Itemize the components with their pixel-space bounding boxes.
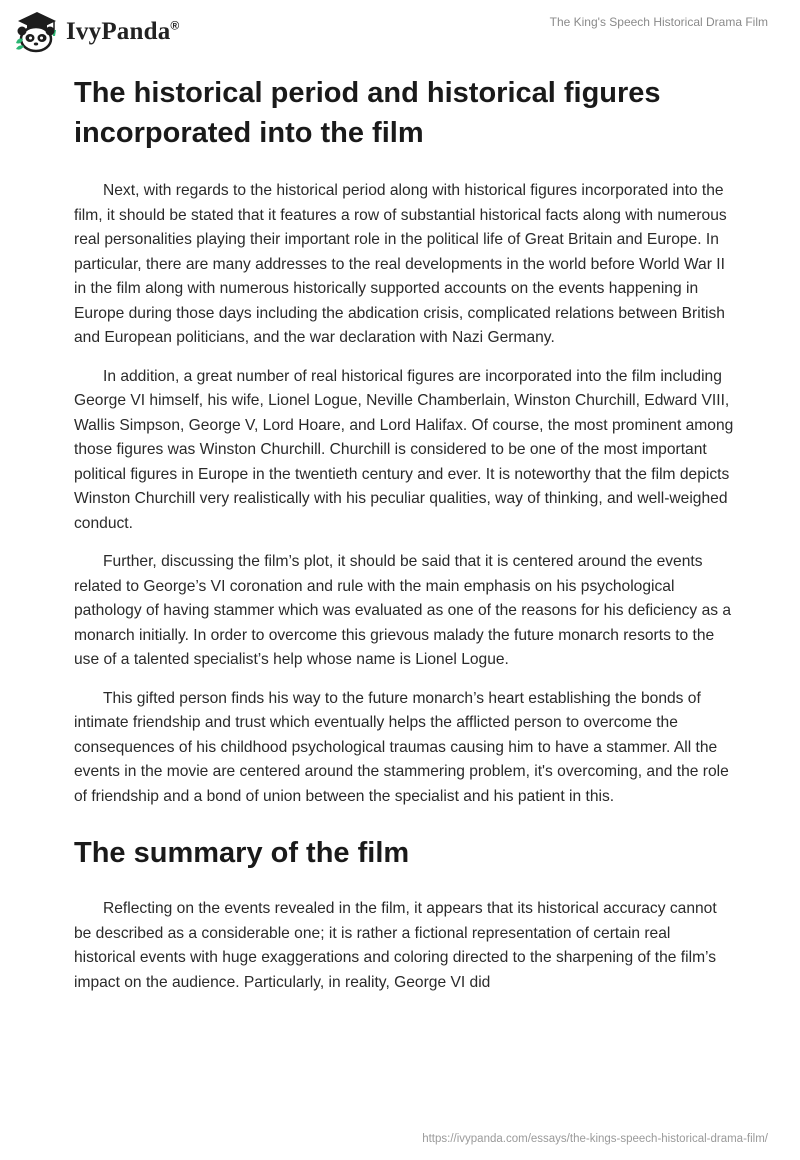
section-heading-historical-period: The historical period and historical figures incorporated into the film xyxy=(74,77,661,149)
paragraph: Reflecting on the events revealed in the film, it appears that its historical accuracy cannot be described as a considerable one; it is rather a fictional representation of certain real historical events with huge exaggerations and coloring directed to the sharpening of the film’s impact on the audience. Particularly, in reality, George VI did xyxy=(74,900,717,991)
paragraph: Next, with regards to the historical period along with historical figures incorporated into the film, it should be stated that it features a row of substantial historical facts along with numerous real personalities playing their important role in the political life of Great Britain and Europe. In particular, there are many addresses to the real developments in the world before World War II in the film along with numerous historically supported accounts on the events happening in Europe during those days including the abdication crisis, complicated relations between British and European politicians, and the war declaration with Nazi Germany. xyxy=(74,182,727,346)
document-title: The King's Speech Historical Drama Film xyxy=(549,15,768,29)
paragraph: Further, discussing the film’s plot, it should be said that it is centered around the events related to George’s VI coronation and rule with the main emphasis on his psychological pathology of having stammer which was evaluated as one of the reasons for his deficiency as a monarch initially. In order to overcome this grievous malady the future monarch resorts to the use of a talented specialist’s help whose name is Lionel Logue. xyxy=(74,553,732,668)
page-header xyxy=(0,0,800,60)
section-heading-summary: The summary of the film xyxy=(74,837,410,869)
paragraph: In addition, a great number of real historical figures are incorporated into the film including George VI himself, his wife, Lionel Logue, Neville Chamberlain, Winston Churchill, Edward VIII, Wallis Simpson, George V, Lord Hoare, and Lord Halifax. Of course, the most prominent among those figures was Winston Churchill. Churchill is considered to be one of the most important political figures in Europe in the twentieth century and ever. It is noteworthy that the film depicts Winston Churchill very realistically with his peculiar qualities, way of thinking, and well-weighed conduct. xyxy=(74,367,734,532)
essay-content xyxy=(74,73,734,1009)
paragraph: This gifted person finds his way to the future monarch’s heart establishing the bonds of intimate friendship and trust which eventually helps the afflicted person to overcome the consequences of his childhood psychological traumas causing him to have a stammer. All the events in the movie are centered around the stammering problem, it's overcoming, and the role of friendship and a bond of union between the specialist and his patient in this. xyxy=(74,689,729,805)
brand-name: IvyPanda® xyxy=(66,18,180,45)
panda-logo-icon xyxy=(14,9,60,53)
ivypanda-logo[interactable] xyxy=(14,9,179,53)
source-url[interactable]: https://ivypanda.com/essays/the-kings-speech-historical-drama-film/ xyxy=(422,1133,768,1145)
